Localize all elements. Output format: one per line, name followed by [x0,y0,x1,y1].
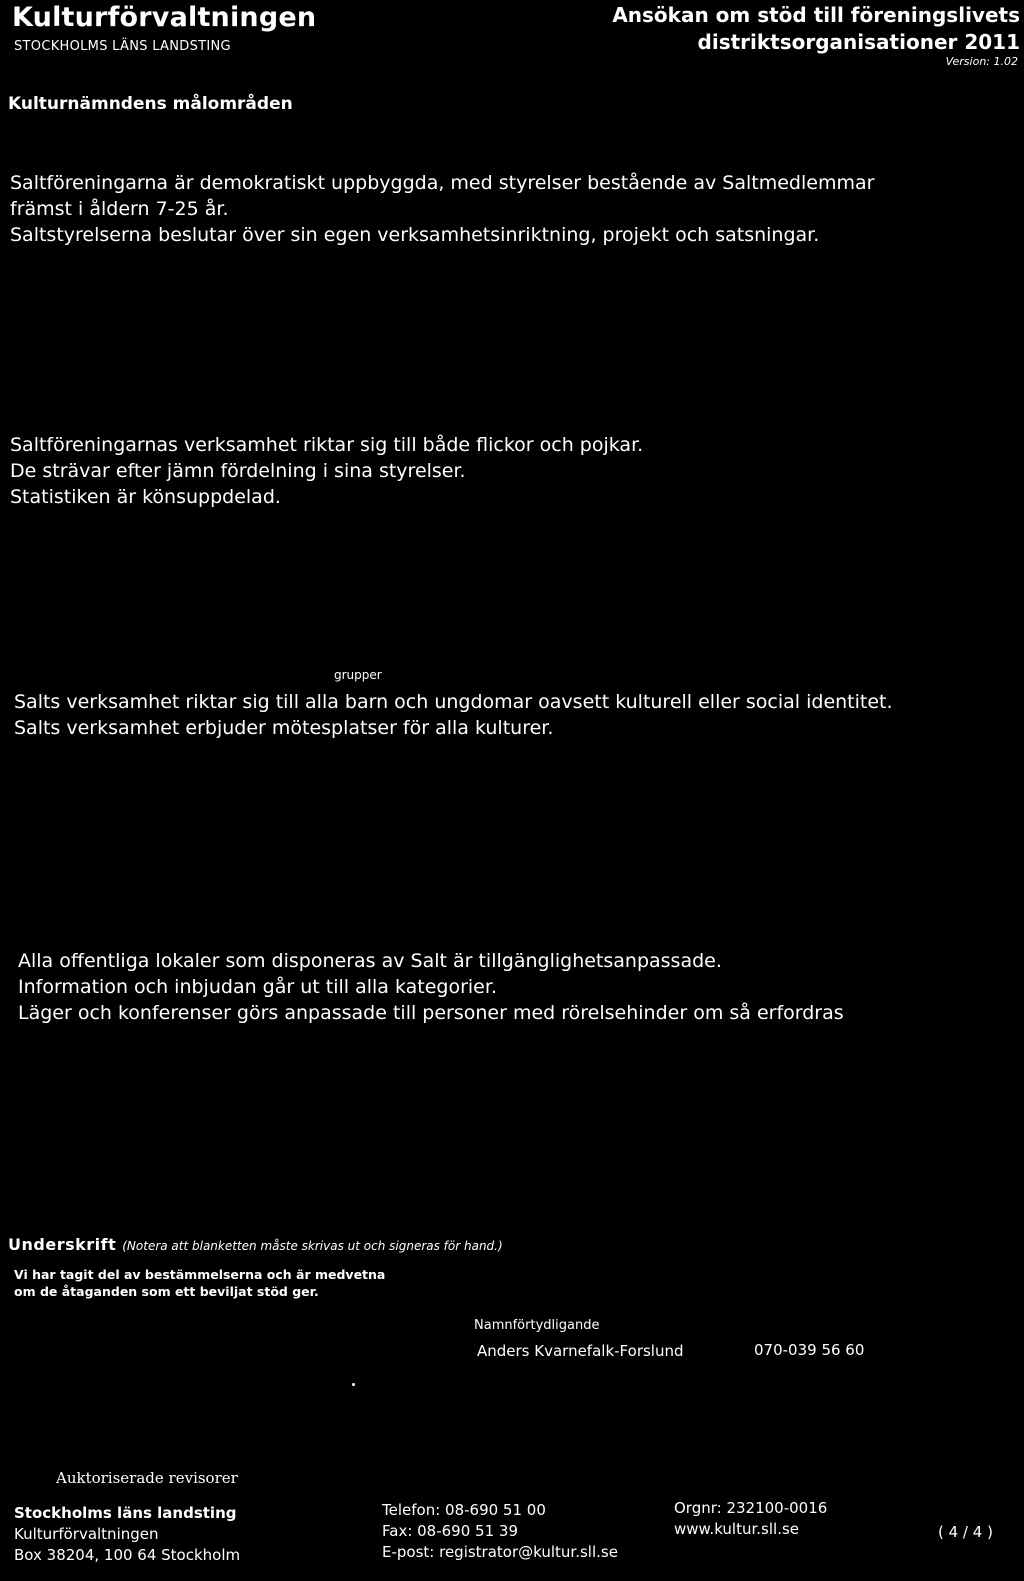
footer-address [14,1503,240,1566]
paragraph-line: Statistiken är könsuppdelad. [10,486,281,508]
footer-fax: Fax: 08-690 51 39 [382,1522,518,1540]
form-title-line2: distriktsorganisationer 2011 [697,30,1020,54]
paragraph-line: Salts verksamhet riktar sig till alla barn och ungdomar oavsett kulturell eller social identitet. [14,691,893,713]
ink-dot [352,1383,355,1386]
org-title: Kulturförvaltningen [12,2,317,33]
paragraph-line: Saltföreningarna är demokratiskt uppbyggda, med styrelser bestående av Saltmedlemmar [10,172,875,194]
form-title [612,2,1020,56]
paragraph-line: Saltföreningarnas verksamhet riktar sig till både flickor och pojkar. [10,434,644,456]
paragraph-line: Alla offentliga lokaler som disponeras av Salt är tillgänglighetsanpassade. [18,950,722,972]
footer-website: www.kultur.sll.se [674,1520,800,1538]
paragraph-line: Salts verksamhet erbjuder mötesplatser för alla kulturer. [14,717,554,739]
version-label: Version: 1.02 [945,55,1018,68]
groups-label: grupper [334,668,382,682]
signature-declaration [14,1266,385,1300]
declaration-line2: om de åtaganden som ett beviljat stöd ger. [14,1284,319,1299]
signature-title: Underskrift [8,1235,117,1254]
footer-box: Box 38204, 100 64 Stockholm [14,1546,241,1564]
paragraph-line: Information och inbjudan går ut till alla kategorier. [18,976,497,998]
org-subtitle: STOCKHOLMS LÄNS LANDSTING [14,39,231,54]
footer-contact [382,1500,618,1563]
paragraph-line: Saltstyrelserna beslutar över sin egen verksamhetsinriktning, projekt och satsningar. [10,224,820,246]
signature-note: (Notera att blanketten måste skrivas ut och signeras för hand.) [122,1239,503,1253]
section-heading: Kulturnämndens målområden [8,94,293,114]
paragraph-line: Läger och konferenser görs anpassade till personer med rörelsehinder om så erfordras [18,1002,844,1024]
page-number: ( 4 / 4 ) [938,1523,993,1541]
footer-dept: Kulturförvaltningen [14,1525,159,1543]
auditor-stamp: Auktoriserade revisorer [56,1469,238,1487]
paragraph-line: De strävar efter jämn fördelning i sina styrelser. [10,460,466,482]
footer-orgnr: Orgnr: 232100-0016 [674,1499,828,1517]
paragraph-identity [14,689,893,741]
paragraph-accessibility [18,948,844,1026]
paragraph-democracy [10,170,874,248]
footer-org-info [674,1498,827,1540]
phone-value: 070-039 56 60 [754,1341,865,1359]
signature-heading [8,1235,503,1254]
footer-org: Stockholms läns landsting [14,1504,237,1522]
form-title-line1: Ansökan om stöd till föreningslivets [612,3,1020,27]
name-clarification-label: Namnförtydligande [474,1318,600,1333]
declaration-line1: Vi har tagit del av bestämmelserna och är medvetna [14,1267,386,1282]
footer-email: E-post: registrator@kultur.sll.se [382,1543,618,1561]
paragraph-gender [10,432,643,510]
name-clarification-value: Anders Kvarnefalk-Forslund [477,1342,684,1360]
footer-phone: Telefon: 08-690 51 00 [382,1501,546,1519]
paragraph-line: främst i åldern 7-25 år. [10,198,229,220]
